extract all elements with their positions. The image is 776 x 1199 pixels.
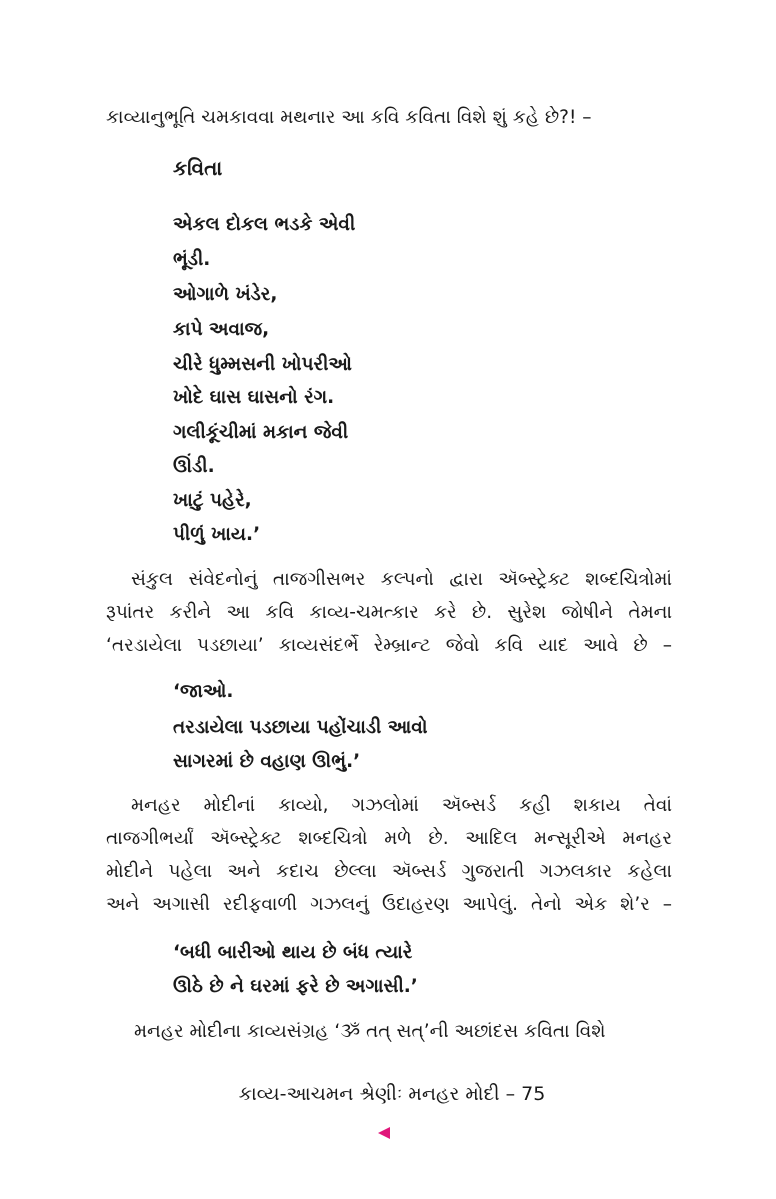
page-footer: કાવ્ય-આચમન શ્રેણીઃ મનહર મોદી – 75 [238,1083,546,1105]
paragraph-four: મનહર મોદીના કાવ્યસંગ્રહ ‘ૐ તત્ સત્’ની અછાંદસ કવિતા વિશે [134,1021,606,1042]
poem-line: ભૂંડી. [173,249,211,270]
poem-line: ખોદે ઘાસ ઘાસનો રંગ. [173,387,335,408]
sher-line: ઊઠે છે ને ઘરમાં ફરે છે અગાસી.’ [173,976,418,997]
poem-title: કવિતા [173,156,223,180]
paragraph-line: મનહર મોદીનાં કાવ્યો, ગઝલોમાં ઍબ્સર્ડ કહી શકાય તેવાં [131,795,672,816]
sher-line: ‘બધી બારીઓ થાય છે બંધ ત્યારે [173,942,413,963]
poem-line: કાપે અવાજ, [173,319,270,340]
paragraph-line: મોદીને પહેલા અને કદાચ છેલ્લા ઍબ્સર્ડ ગુજરાતી ગઝલકાર કહેલા [106,861,672,882]
poem-line: ઊંડી. [173,456,215,477]
paragraph-line: સંકુલ સંવેદનોનું તાજગીસભર કલ્પનો દ્વારા ઍબ્સ્ટ્રેક્ટ શબ્દચિત્રોમાં [131,569,672,590]
paragraph-line: રૂપાંતર કરીને આ કવિ કાવ્ય-ચમત્કાર કરે છે. સુરેશ જોષીને તેમના [106,602,672,623]
poem-line: ચીરે ધુમ્મસની ખોપરીઓ [173,354,352,375]
poem-line: તરડાયેલા પડછાયા પહોંચાડી આવો [173,717,428,738]
poem-line: સાગરમાં છે વહાણ ઊભું.’ [173,751,361,772]
poem-line: ઓગાળે ખંડેર, [173,284,278,305]
intro-paragraph: કાવ્યાનુભૂતિ ચમકાવવા મથનાર આ કવિ કવિતા વિશે શું કહે છે?! – [106,107,592,128]
poem-line: ‘જાઓ. [173,681,234,702]
paragraph-line: અને અગાસી રદીફવાળી ગઝલનું ઉદાહરણ આપેલું. તેનો એક શે’ર – [106,894,672,915]
poem-line: ખાટું પહેરે, [173,490,252,511]
paragraph-line: ‘તરડાયેલા પડછાયા’ કાવ્યસંદર્ભે રેમ્બ્રાન્ટ જેવો કવિ યાદ આવે છે – [106,635,672,656]
poem-line: એકલ દોકલ ભડકે એવી [173,214,356,235]
paragraph-line: તાજગીભર્યાં ઍબ્સ્ટ્રેક્ટ શબ્દચિત્રો મળે છે. આદિલ મન્સૂરીએ મનહર [106,828,672,849]
poem-line: ગલીકૂંચીમાં મકાન જેવી [173,422,349,443]
left-triangle-icon[interactable] [378,1127,390,1139]
poem-line: પીળું ખાય.’ [173,524,261,545]
